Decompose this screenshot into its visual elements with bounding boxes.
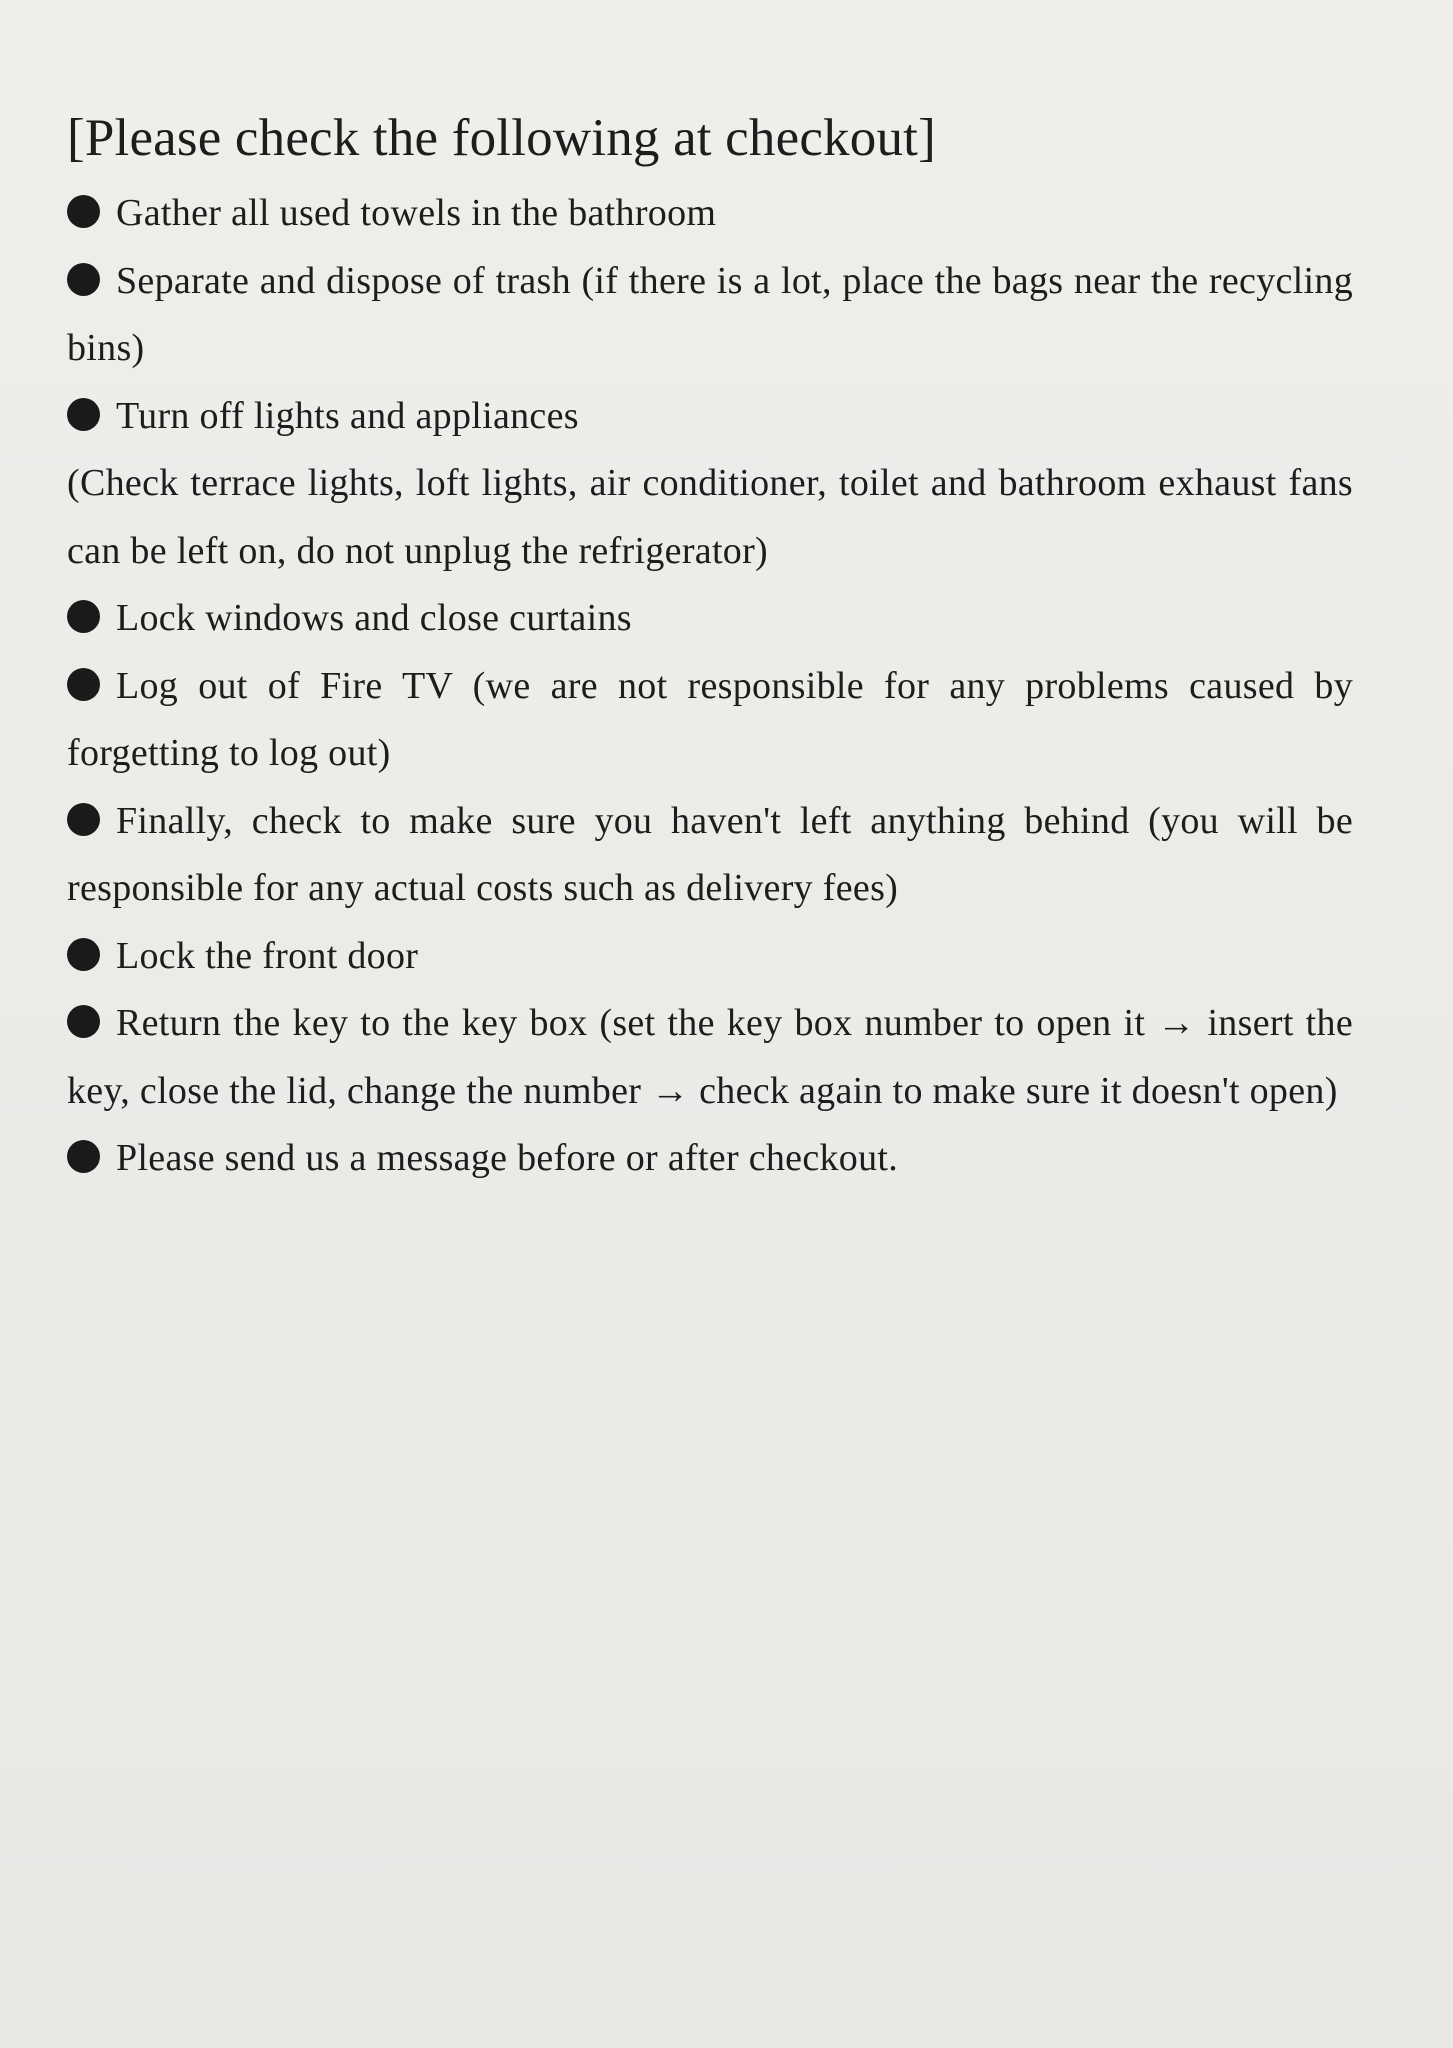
bullet-icon xyxy=(67,938,100,971)
checklist-item-fire-tv xyxy=(67,653,1353,788)
checklist-item-front-door xyxy=(67,923,1353,991)
checklist-item-text: Turn off lights and appliances xyxy=(116,394,579,437)
bullet-icon xyxy=(67,263,100,296)
checklist-item-text: Please send us a message before or after checkout. xyxy=(116,1137,899,1179)
checklist-item-text: Finally, check to make sure you haven't left anything behind (you will be responsible for any actual costs such as delivery fees) xyxy=(67,799,1353,909)
bullet-icon xyxy=(67,668,100,701)
checklist-item-text: Lock the front door xyxy=(116,934,419,977)
bullet-icon xyxy=(67,1140,100,1173)
checklist-item-trash xyxy=(67,248,1353,383)
checklist-item-belongings xyxy=(67,788,1353,923)
checklist-item-text: Log out of Fire TV (we are not responsible for any problems caused by forgetting to log out) xyxy=(67,664,1353,774)
checkout-notice xyxy=(67,102,1353,1193)
checklist-item-key-box xyxy=(67,990,1353,1125)
bullet-icon xyxy=(67,1005,100,1038)
checklist-item-note: (Check terrace lights, loft lights, air conditioner, toilet and bathroom exhaust fans can be left on, do not unplug the refrigerator) xyxy=(67,462,1353,572)
notice-title: [Please check the following at checkout] xyxy=(67,109,936,167)
checklist-item-towels xyxy=(67,180,1353,248)
bullet-icon xyxy=(67,398,100,431)
checklist-item-text: Separate and dispose of trash (if there is a lot, place the bags near the recycling bins) xyxy=(67,259,1353,369)
checklist-item-message xyxy=(67,1125,1353,1193)
checklist-item-text: Gather all used towels in the bathroom xyxy=(116,192,717,234)
checklist-item-windows xyxy=(67,585,1353,653)
checklist xyxy=(67,180,1353,1193)
bullet-icon xyxy=(67,803,100,836)
checklist-item-text: Lock windows and close curtains xyxy=(116,597,632,639)
checklist-item-lights xyxy=(67,383,1353,586)
bullet-icon xyxy=(67,195,100,228)
checklist-item-text: Return the key to the key box (set the key box number to open it → insert the key, close the lid, change the number → check again to make sure it doesn't open) xyxy=(67,1002,1353,1112)
bullet-icon xyxy=(67,600,100,633)
